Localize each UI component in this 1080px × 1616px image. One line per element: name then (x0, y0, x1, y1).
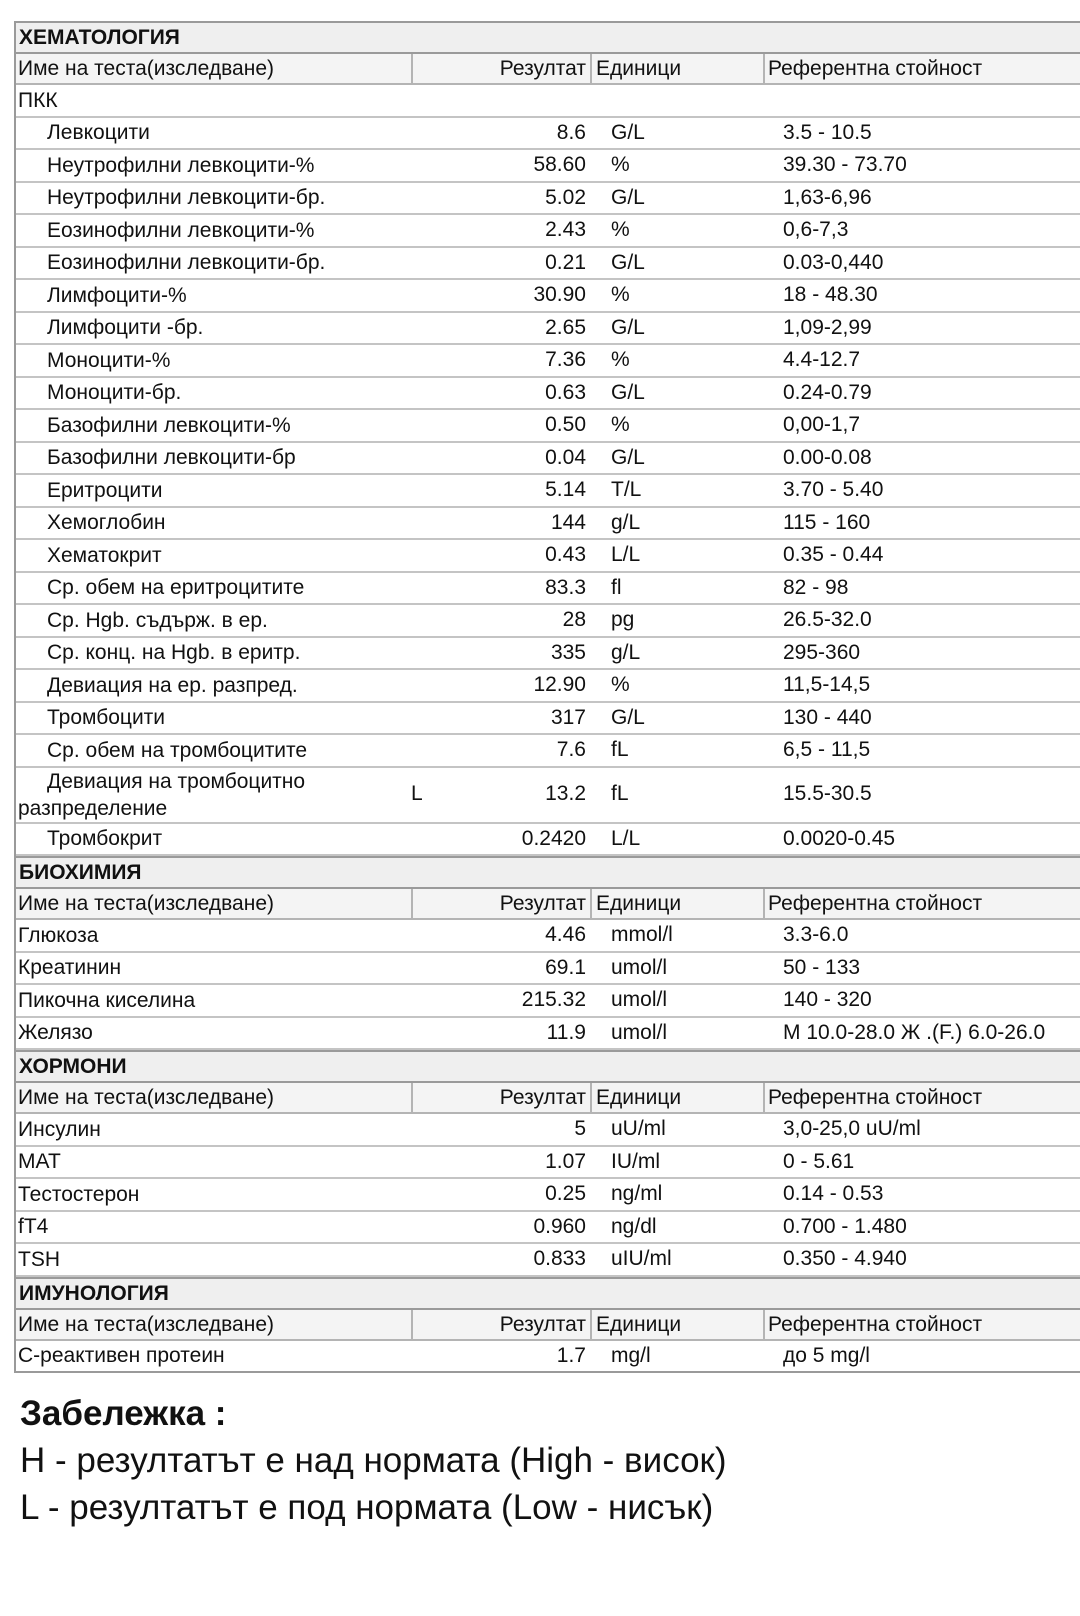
reference-range: 295-360 (783, 640, 861, 664)
result-units: G/L (611, 445, 645, 469)
result-units: % (611, 673, 630, 696)
result-units: G/L (611, 185, 645, 209)
result-value: 317 (550, 705, 586, 729)
result-units: % (611, 348, 630, 371)
result-units: fl (611, 575, 622, 599)
table-row (16, 443, 1080, 476)
result-value: 4.46 (545, 923, 586, 946)
result-value: 335 (550, 640, 586, 664)
result-units: T/L (611, 478, 642, 501)
test-name: Девиация на ер. разпред. (47, 673, 298, 697)
result-flag: L (411, 782, 423, 806)
table-row (16, 735, 1080, 768)
result-value: 83.3 (545, 575, 586, 599)
table-row (16, 215, 1080, 248)
result-value: 58.60 (533, 153, 586, 176)
note-title: Забележка : (20, 1394, 227, 1433)
reference-range: 130 - 440 (783, 705, 872, 729)
result-units: % (611, 413, 630, 436)
column-header-result: Резултат (413, 1083, 592, 1112)
result-units: ng/ml (611, 1182, 663, 1205)
table-row (16, 150, 1080, 183)
result-value: 0.25 (545, 1182, 586, 1205)
table-row (16, 118, 1080, 151)
table-row (16, 1212, 1080, 1245)
result-units: L/L (611, 543, 641, 566)
test-name: Креатинин (18, 956, 122, 980)
table-row (16, 1018, 1080, 1051)
reference-range: 1,63-6,96 (783, 185, 872, 209)
result-value: 1.07 (545, 1149, 586, 1173)
test-name: C-реактивен протеин (18, 1344, 225, 1368)
result-value: 5 (574, 1117, 586, 1140)
result-units: % (611, 218, 630, 241)
test-name: Тестостерон (18, 1182, 140, 1206)
table-row (16, 345, 1080, 378)
result-value: 7.36 (545, 348, 586, 371)
reference-range: 50 - 133 (783, 955, 861, 979)
table-row (16, 410, 1080, 443)
column-header-row (16, 54, 1080, 85)
test-name: Ср. обем на тромбоцитите (47, 738, 308, 762)
group-row (16, 85, 1080, 118)
test-name: Базофилни левкоцити-бр (47, 446, 296, 470)
result-units: fL (611, 782, 629, 806)
result-units: ng/dl (611, 1214, 657, 1238)
result-units: umol/l (611, 1020, 668, 1044)
reference-range: 6,5 - 11,5 (783, 738, 871, 761)
reference-range: 1,09-2,99 (783, 315, 872, 339)
table-row (16, 1147, 1080, 1180)
reference-range: 18 - 48.30 (783, 283, 878, 306)
reference-range: 0.14 - 0.53 (783, 1182, 884, 1205)
table-row (16, 508, 1080, 541)
section-title: ХЕМАТОЛОГИЯ (16, 23, 1080, 54)
result-units: pg (611, 608, 635, 631)
test-name: Хематокрит (47, 543, 162, 567)
table-row (16, 1114, 1080, 1147)
column-header-units: Единици (592, 889, 765, 918)
test-name: TSH (18, 1247, 60, 1271)
column-header-units: Единици (592, 1310, 765, 1339)
column-header-name: Име на теста(изследване) (16, 1310, 413, 1339)
column-header-reference: Референтна стойност (768, 1086, 983, 1109)
note-line-low: L - резултатът е под нормата (Low - нисък) (20, 1488, 714, 1527)
reference-range: 26.5-32.0 (783, 608, 872, 631)
reference-range: 11,5-14,5 (783, 673, 871, 696)
reference-range: 4.4-12.7 (783, 348, 861, 371)
lab-results-table (14, 21, 1080, 1373)
test-name: Ср. Hgb. съдърж. в ер. (47, 608, 268, 632)
result-value: 0.04 (545, 445, 586, 469)
table-row (16, 475, 1080, 508)
result-value: 0.43 (545, 543, 586, 566)
reference-range: до 5 mg/l (783, 1343, 870, 1367)
result-value: 2.65 (545, 315, 586, 339)
column-header-result: Резултат (413, 889, 592, 918)
result-units: IU/ml (611, 1149, 660, 1173)
test-name: Лимфоцити-% (47, 283, 187, 307)
result-units: L/L (611, 826, 641, 850)
group-label: ПКК (18, 88, 58, 112)
table-row (16, 280, 1080, 313)
reference-range: 0,6-7,3 (783, 218, 849, 241)
reference-range: 3.5 - 10.5 (783, 120, 872, 144)
note-line-high: H - резултатът е над нормата (High - висок) (20, 1441, 727, 1480)
table-row (16, 1244, 1080, 1277)
result-units: G/L (611, 380, 645, 404)
table-row (16, 183, 1080, 216)
result-value: 0.50 (545, 413, 586, 436)
reference-range: 0.0020-0.45 (783, 826, 896, 850)
result-value: 13.2 (545, 782, 586, 806)
test-name: MAT (18, 1150, 61, 1174)
result-value: 1.7 (556, 1343, 586, 1367)
result-units: g/L (611, 510, 641, 534)
reference-range: 0.700 - 1.480 (783, 1214, 907, 1238)
table-row (16, 573, 1080, 606)
result-units: G/L (611, 315, 645, 339)
table-row (16, 953, 1080, 986)
reference-range: 115 - 160 (783, 510, 871, 534)
result-units: G/L (611, 705, 645, 729)
result-units: G/L (611, 250, 645, 274)
column-header-reference: Референтна стойност (768, 57, 983, 80)
test-name: fT4 (18, 1215, 49, 1239)
result-value: 28 (562, 608, 586, 631)
table-row (16, 1179, 1080, 1212)
test-name: Левкоцити (47, 121, 150, 145)
result-units: fL (611, 738, 629, 761)
result-value: 12.90 (533, 673, 586, 696)
test-name: Моноцити-% (47, 348, 171, 372)
section-title: ХОРМОНИ (16, 1050, 1080, 1083)
test-name: Тромбоцити (47, 706, 166, 730)
reference-range: 0,00-1,7 (783, 413, 861, 436)
note (20, 1390, 727, 1531)
test-name: Девиация на тромбоцитно разпределение (18, 769, 306, 820)
test-name: Глюкоза (18, 923, 99, 947)
result-value: 215.32 (521, 988, 586, 1011)
result-value: 30.90 (533, 283, 586, 306)
result-value: 8.6 (556, 120, 586, 144)
result-value: 2.43 (545, 218, 586, 241)
test-name: Тромбокрит (47, 827, 163, 851)
test-name: Еозинофилни левкоцити-% (47, 218, 315, 242)
column-header-units: Единици (592, 1083, 765, 1112)
reference-range: 0.350 - 4.940 (783, 1247, 907, 1270)
result-units: umol/l (611, 988, 668, 1011)
reference-range: 82 - 98 (783, 575, 849, 599)
result-value: 5.14 (545, 478, 586, 501)
column-header-name: Име на теста(изследване) (16, 54, 413, 83)
test-name: Лимфоцити -бр. (47, 316, 204, 340)
test-name: Ср. конц. на Hgb. в еритр. (47, 641, 301, 665)
result-units: g/L (611, 640, 641, 664)
section-title: ИМУНОЛОГИЯ (16, 1277, 1080, 1310)
test-name: Неутрофилни левкоцити-% (47, 153, 315, 177)
column-header-reference: Референтна стойност (768, 1312, 983, 1336)
test-name: Желязо (18, 1021, 93, 1045)
reference-range: 0.24-0.79 (783, 380, 872, 404)
table-row (16, 1341, 1080, 1372)
table-row (16, 540, 1080, 573)
section-title: БИОХИМИЯ (16, 856, 1080, 889)
column-header-name: Име на теста(изследване) (16, 889, 413, 918)
result-units: uU/ml (611, 1117, 666, 1140)
reference-range: 0.03-0,440 (783, 250, 884, 274)
column-header-reference: Референтна стойност (768, 892, 983, 915)
reference-range: 39.30 - 73.70 (783, 153, 907, 176)
table-row (16, 313, 1080, 346)
result-units: % (611, 153, 630, 176)
reference-range: 3,0-25,0 uU/ml (783, 1117, 921, 1140)
result-value: 0.21 (545, 250, 586, 274)
result-units: G/L (611, 120, 645, 144)
reference-range: 3.3-6.0 (783, 923, 849, 946)
test-name: Инсулин (18, 1117, 101, 1141)
test-name: Еозинофилни левкоцити-бр. (47, 251, 326, 275)
reference-range: 140 - 320 (783, 988, 872, 1011)
table-row (16, 605, 1080, 638)
result-value: 69.1 (545, 955, 586, 979)
test-name: Еритроцити (47, 478, 163, 502)
column-header-row (16, 1310, 1080, 1341)
table-row (16, 378, 1080, 411)
result-value: 144 (550, 510, 586, 534)
result-units: mg/l (611, 1343, 651, 1367)
column-header-row (16, 1083, 1080, 1114)
reference-range: 0.00-0.08 (783, 445, 872, 469)
test-name: Ср. обем на еритроцитите (47, 576, 305, 600)
result-value: 5.02 (545, 185, 586, 209)
result-value: 11.9 (546, 1020, 586, 1044)
result-units: umol/l (611, 955, 668, 979)
table-row (16, 248, 1080, 281)
test-name: Пикочна киселина (18, 988, 196, 1012)
column-header-units: Единици (592, 54, 765, 83)
test-name: Неутрофилни левкоцити-бр. (47, 186, 326, 210)
reference-range: 0 - 5.61 (783, 1149, 855, 1173)
result-units: % (611, 283, 630, 306)
test-name: Моноцити-бр. (47, 381, 182, 405)
result-units: mmol/l (611, 923, 673, 946)
table-row (16, 638, 1080, 671)
reference-range: 3.70 - 5.40 (783, 478, 884, 501)
table-row (16, 920, 1080, 953)
test-name: Базофилни левкоцити-% (47, 413, 291, 437)
column-header-row (16, 889, 1080, 920)
column-header-name: Име на теста(изследване) (16, 1083, 413, 1112)
table-row (16, 824, 1080, 857)
column-header-result: Резултат (413, 54, 592, 83)
reference-range: 15.5-30.5 (783, 782, 872, 806)
reference-range: 0.35 - 0.44 (783, 543, 884, 566)
result-value: 7.6 (556, 738, 586, 761)
table-row (16, 768, 1080, 824)
result-value: 0.2420 (521, 826, 586, 850)
table-row (16, 985, 1080, 1018)
table-row (16, 703, 1080, 736)
result-value: 0.960 (533, 1214, 586, 1238)
reference-range: М 10.0-28.0 Ж .(F.) 6.0-26.0 (783, 1020, 1046, 1044)
table-row (16, 670, 1080, 703)
result-units: uIU/ml (611, 1247, 672, 1270)
column-header-result: Резултат (413, 1310, 592, 1339)
result-value: 0.63 (545, 380, 586, 404)
result-value: 0.833 (533, 1247, 586, 1270)
test-name: Хемоглобин (47, 511, 166, 535)
